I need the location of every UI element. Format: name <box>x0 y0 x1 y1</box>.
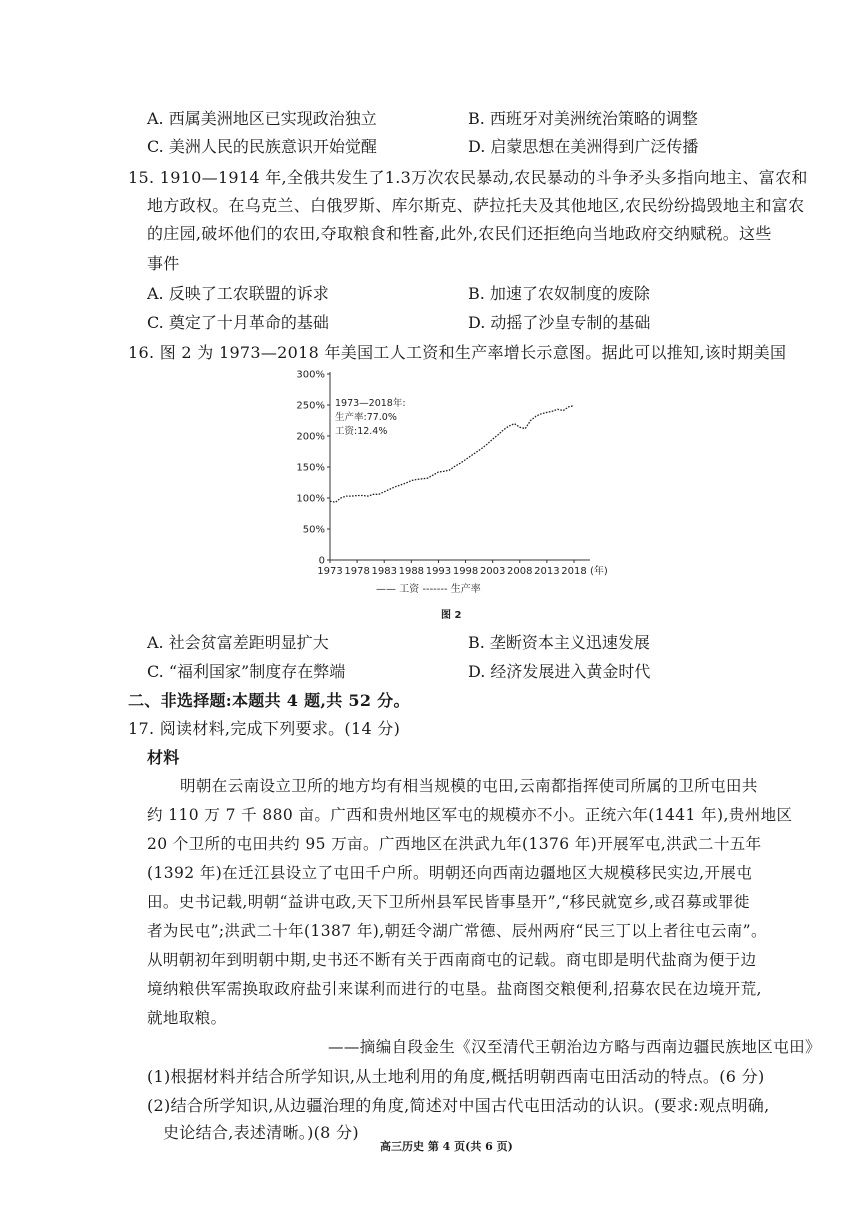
material-line: 就地取粮。 <box>147 1009 227 1027</box>
material-source: ——摘编自段金生《汉至清代王朝治边方略与西南边疆民族地区屯田》 <box>328 1038 821 1056</box>
q14-option-b: B. 西班牙对美洲统治策略的调整 <box>468 109 698 128</box>
y-tick-label: 200% <box>296 431 325 443</box>
q14-option-a: A. 西属美洲地区已实现政治独立 <box>147 109 377 128</box>
chart-annotation <box>335 397 406 437</box>
y-tick-label: 150% <box>296 462 325 474</box>
material-line: 20 个卫所的屯田共约 95 万亩。广西地区在洪武九年(1376 年)开展军屯,洪武二十五年 <box>147 835 762 853</box>
x-tick-label: 1993 <box>425 566 452 577</box>
q15-option-d: D. 动摇了沙皇专制的基础 <box>468 313 651 332</box>
q16-option-b: B. 垄断资本主义迅速发展 <box>468 633 650 652</box>
q16-stem: 16. 图 2 为 1973—2018 年美国工人工资和生产率增长示意图。据此可以推知,该时期美国 <box>128 343 787 362</box>
material-line: 田。史书记载,明朝“益讲屯政,天下卫所州县军民皆事垦开”,“移民就宽乡,或召募或罪徙 <box>147 893 750 911</box>
q17-requirement-2-line1: (2)结合所学知识,从边疆治理的角度,简述对中国古代屯田活动的认识。(要求:观点明确, <box>147 1096 770 1115</box>
y-tick-label: 50% <box>302 524 325 536</box>
chart-legend: —— 工资 ------- 生产率 <box>376 584 481 595</box>
q15-stem-line2: 地方政权。在乌克兰、白俄罗斯、库尔斯克、萨拉托夫及其他地区,农民纷纷捣毁地主和富农 <box>147 196 805 215</box>
q17-requirement-1: (1)根据材料并结合所学知识,从土地利用的角度,概括明朝西南屯田活动的特点。(6 分) <box>147 1067 765 1086</box>
material-line: 约 110 万 7 千 880 亩。广西和贵州地区军屯的规模亦不小。正统六年(1441 年),贵州地区 <box>147 806 793 824</box>
q15-option-b: B. 加速了农奴制度的废除 <box>468 284 650 303</box>
material-line: (1392 年)在迁江县设立了屯田千户所。明朝还向西南边疆地区大规模移民实边,开展屯 <box>147 864 753 882</box>
material-line: 明朝在云南设立卫所的地方均有相当规模的屯田,云南都指挥使司所属的卫所屯田共 <box>180 777 758 795</box>
q16-option-d: D. 经济发展进入黄金时代 <box>468 662 651 681</box>
q16-option-c: C. “福利国家”制度存在弊端 <box>147 662 346 681</box>
figure-caption: 图 2 <box>441 610 462 621</box>
q15-option-c: C. 奠定了十月革命的基础 <box>147 313 329 332</box>
y-tick-label: 100% <box>296 493 325 505</box>
x-axis-unit: (年) <box>590 566 608 577</box>
q16-option-a: A. 社会贫富差距明显扩大 <box>147 633 329 652</box>
x-tick-label: 2003 <box>479 566 506 577</box>
page-footer: 高三历史 第 4 页(共 6 页) <box>380 1140 513 1153</box>
q14-option-d: D. 启蒙思想在美洲得到广泛传播 <box>468 137 699 156</box>
x-tick-label: 1998 <box>452 566 479 577</box>
x-tick-label: 2013 <box>534 566 560 577</box>
x-tick-label: 1983 <box>371 566 397 577</box>
x-tick-label: 2008 <box>507 566 533 577</box>
material-line: 境纳粮供军需换取政府盐引来谋利而进行的屯垦。盐商图交粮便利,招募农民在边境开荒, <box>147 980 762 998</box>
annotation-line: 工资:12.4% <box>335 426 388 437</box>
q17-requirement-2-line2: 史论结合,表述清晰。)(8 分) <box>163 1123 359 1142</box>
y-tick-label: 250% <box>296 400 325 412</box>
q15-option-a: A. 反映了工农联盟的诉求 <box>147 284 329 303</box>
q17-stem: 17. 阅读材料,完成下列要求。(14 分) <box>128 719 401 738</box>
y-tick-label: 300% <box>296 369 325 381</box>
x-tick-label: 1973 <box>317 566 343 577</box>
q15-stem-line1: 15. 1910—1914 年,全俄共发生了1.3万次农民暴动,农民暴动的斗争矛头多指向地主、富农和 <box>128 168 808 187</box>
productivity-wage-chart <box>296 364 640 624</box>
y-tick-label: 0 <box>318 555 325 567</box>
y-axis <box>296 370 330 567</box>
q15-stem-line4: 事件 <box>147 254 180 273</box>
annotation-line: 1973—2018年: <box>335 398 406 409</box>
x-tick-label: 1988 <box>398 566 425 577</box>
section-heading: 二、非选择题:本题共 4 题,共 52 分。 <box>128 691 410 710</box>
material-line: 者为民屯”;洪武二十年(1387 年),朝廷令湖广常德、辰州两府“民三丁以上者往屯云南”。 <box>147 922 767 940</box>
x-tick-label: 1978 <box>344 566 370 577</box>
annotation-line: 生产率:77.0% <box>335 412 397 423</box>
material-line: 从明朝初年到明朝中期,史书还不断有关于西南商屯的记载。商屯即是明代盐商为便于边 <box>147 951 757 969</box>
x-axis <box>317 560 608 577</box>
q15-stem-line3: 的庄园,破坏他们的农田,夺取粮食和牲畜,此外,农民们还拒绝向当地政府交纳赋税。这些 <box>147 224 772 243</box>
material-label: 材料 <box>147 748 180 767</box>
q14-option-c: C. 美洲人民的民族意识开始觉醒 <box>147 137 377 156</box>
x-tick-label: 2018 <box>561 566 587 577</box>
